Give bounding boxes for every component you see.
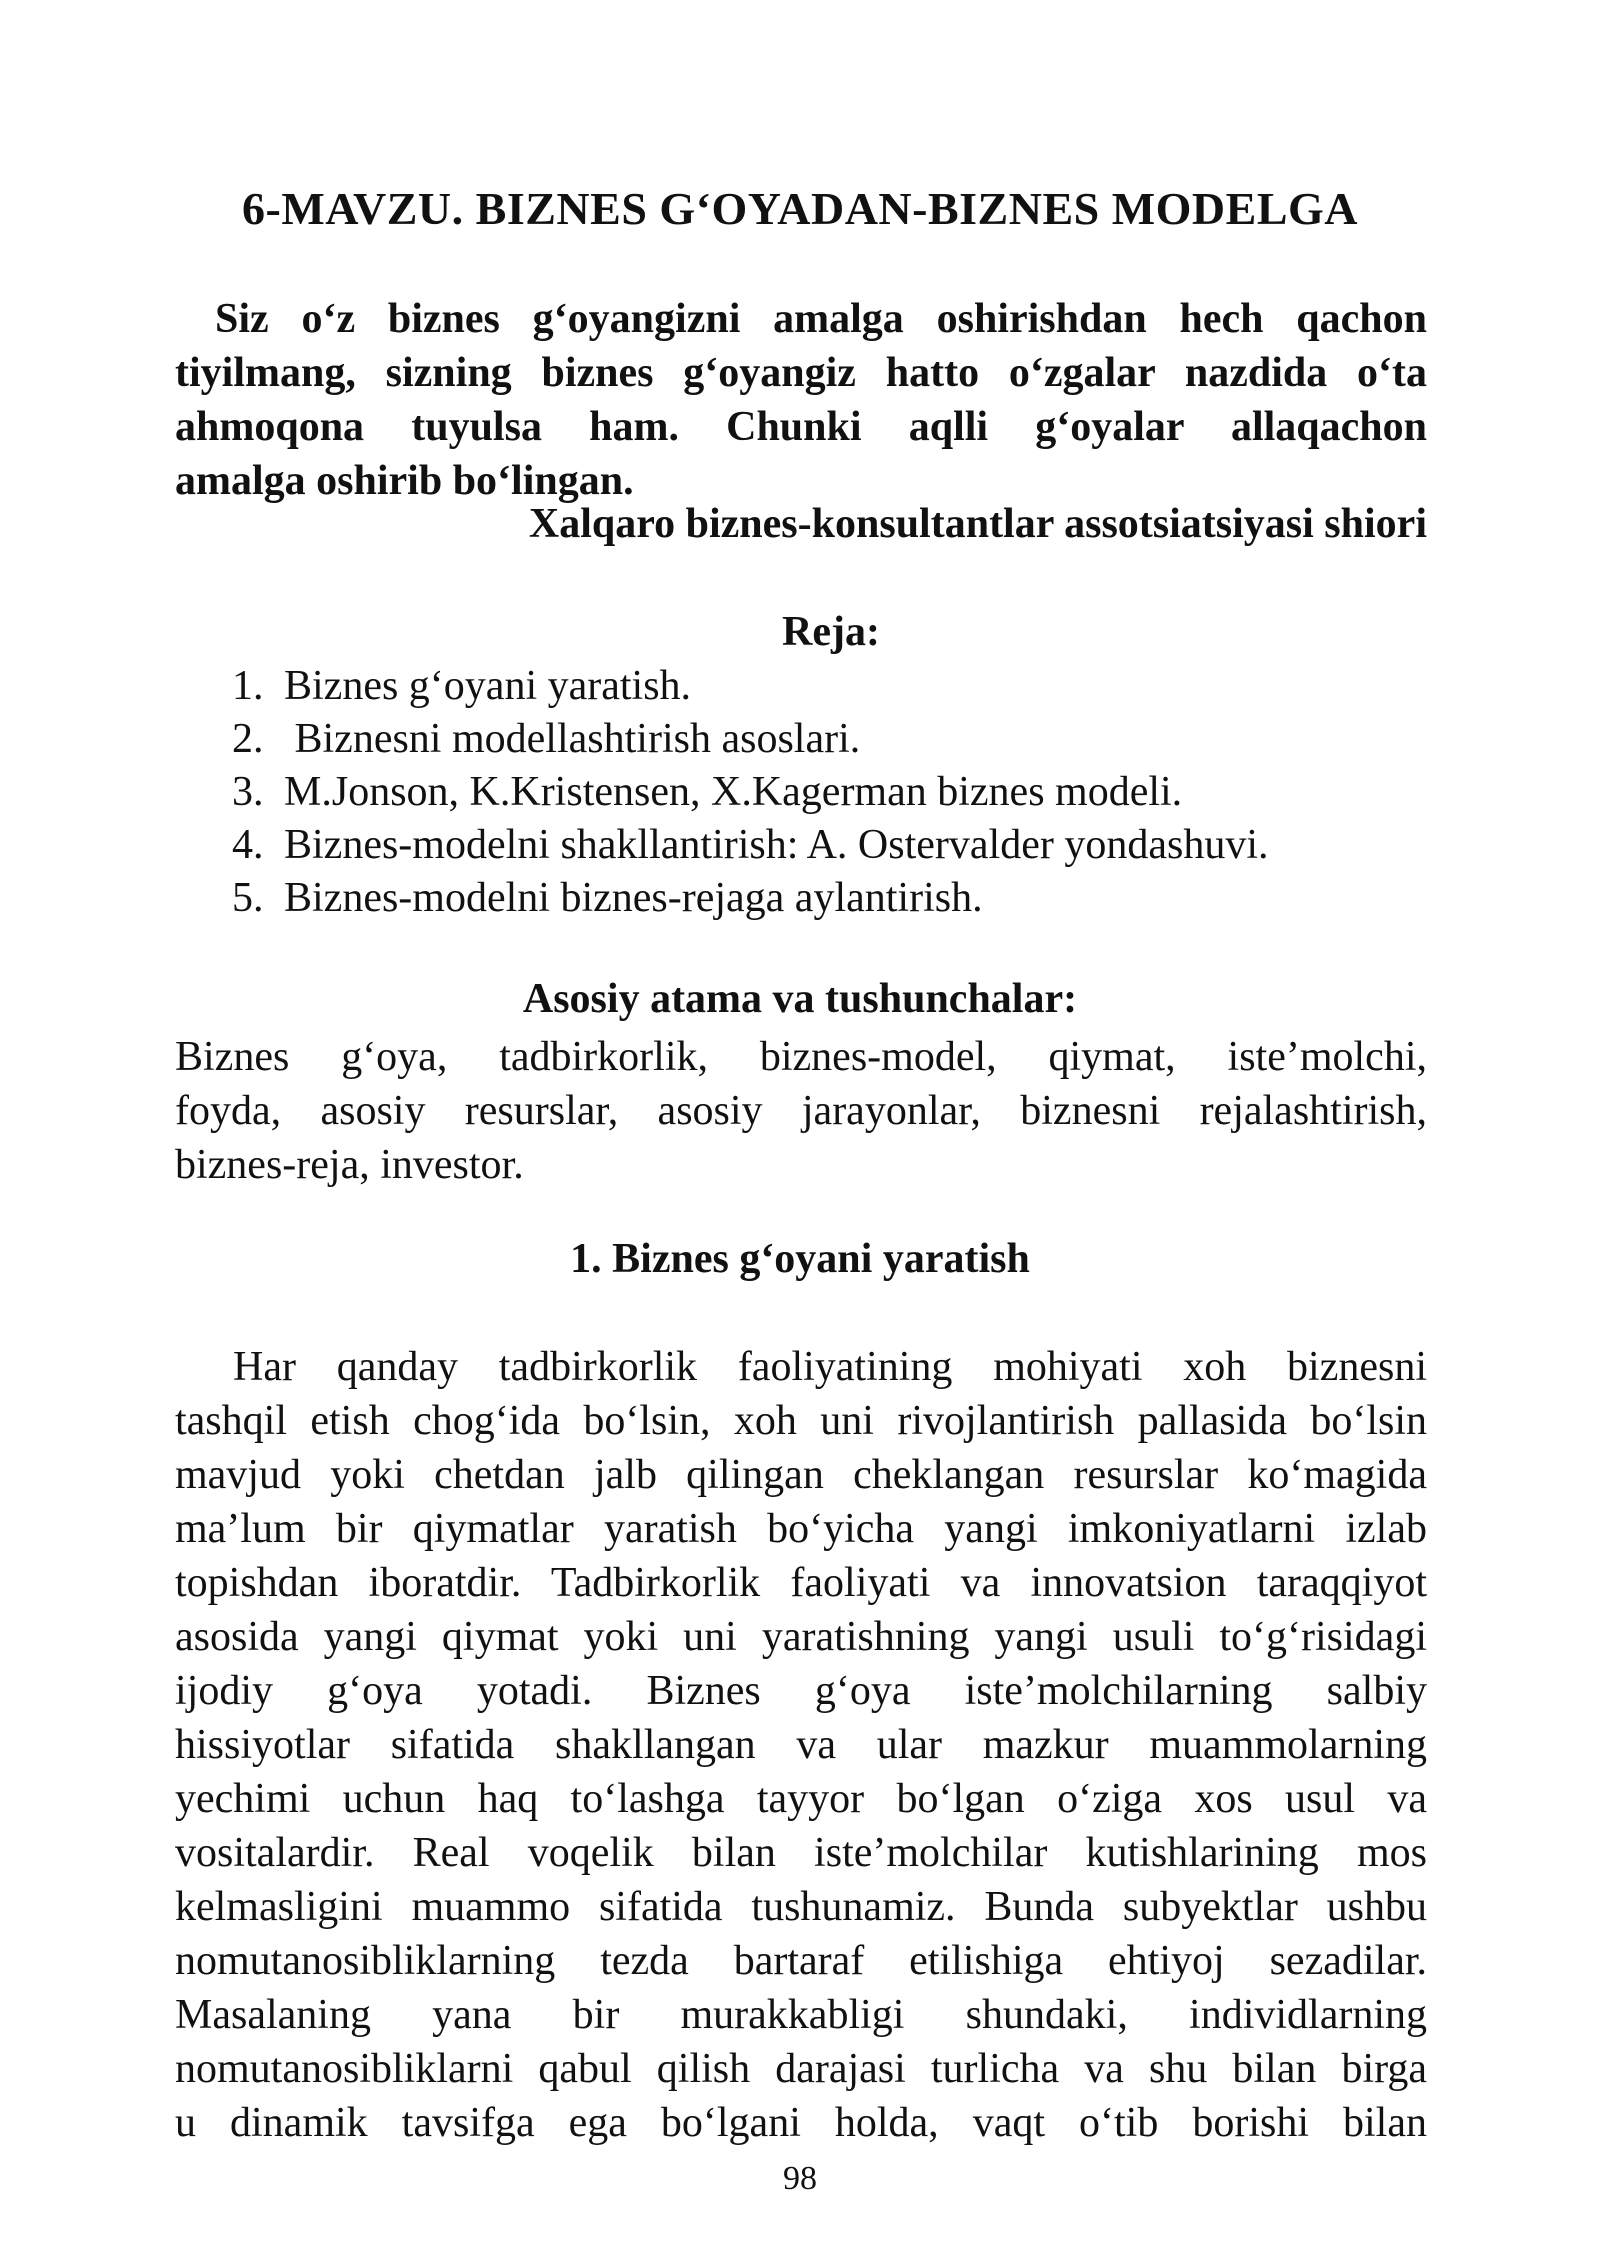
plan-item (232, 766, 1269, 819)
plan-item-number: 4. (232, 822, 264, 868)
terms-line: foyda, asosiy resurslar, asosiy jarayonlar, biznesni rejalashtirish, (175, 1088, 1427, 1134)
body-line: topishdan iboratdir. Tadbirkorlik faoliyati va innovatsion taraqqiyot (175, 1560, 1427, 1606)
plan-heading: Reja: (782, 609, 880, 655)
plan-item-text: Biznes g‘oyani yaratish. (284, 663, 692, 709)
body-line: hissiyotlar sifatida shakllangan va ular mazkur muammolarning (175, 1722, 1427, 1768)
epigraph-line: ahmoqona tuyulsa ham. Chunki aqlli g‘oyalar allaqachon (175, 404, 1427, 450)
body-line: kelmasligini muammo sifatida tushunamiz. Bunda subyektlar ushbu (175, 1884, 1427, 1930)
terms-line: Biznes g‘oya, tadbirkorlik, biznes-model, qiymat, iste’molchi, (175, 1034, 1427, 1080)
body-line: ma’lum bir qiymatlar yaratish bo‘yicha yangi imkoniyatlarni izlab (175, 1506, 1427, 1552)
body-line: asosida yangi qiymat yoki uni yaratishning yangi usuli to‘g‘risidagi (175, 1614, 1427, 1660)
plan-item-number: 2. (232, 716, 264, 762)
body-line: ijodiy g‘oya yotadi. Biznes g‘oya iste’molchilarning salbiy (175, 1668, 1427, 1714)
body-line: u dinamik tavsifga ega bo‘lgani holda, vaqt o‘tib borishi bilan (175, 2100, 1427, 2146)
plan-item-text: Biznes-modelni shakllantirish: A. Ostervalder yondashuvi. (284, 822, 1269, 868)
terms-heading: Asosiy atama va tushunchalar: (522, 976, 1078, 1022)
plan-item-number: 5. (232, 875, 264, 921)
epigraph-line: tiyilmang, sizning biznes g‘oyangiz hatto o‘zgalar nazdida o‘ta (175, 350, 1427, 396)
body-line: yechimi uchun haq to‘lashga tayyor bo‘lgan o‘ziga xos usul va (175, 1776, 1427, 1822)
body-line: tashqil etish chog‘ida bo‘lsin, xoh uni rivojlantirish pallasida bo‘lsin (175, 1398, 1427, 1444)
plan-item-text: Biznes-modelni biznes-rejaga aylantirish. (284, 875, 983, 921)
plan-item (232, 713, 1269, 766)
plan-item (232, 872, 1269, 925)
section-heading: 1. Biznes g‘oyani yaratish (570, 1236, 1030, 1282)
page-number: 98 (783, 2160, 817, 2197)
epigraph (175, 292, 1427, 508)
plan-item-text: Biznesni modellashtirish asoslari. (284, 716, 861, 762)
epigraph-line: Siz o‘z biznes g‘oyangizni amalga oshirishdan hech qachon (215, 296, 1427, 342)
plan-item (232, 819, 1269, 872)
epigraph-line: amalga oshirib bo‘lingan. (175, 458, 634, 504)
plan-list (232, 660, 1269, 925)
body-line: nomutanosibliklarning tezda bartaraf etilishiga ehtiyoj sezadilar. (175, 1938, 1427, 1984)
terms-paragraph (175, 1030, 1427, 1192)
body-line: vositalardir. Real voqelik bilan iste’molchilar kutishlarining mos (175, 1830, 1427, 1876)
body-line: Masalaning yana bir murakkabligi shundaki, individlarning (175, 1992, 1427, 2038)
body-line: Har qanday tadbirkorlik faoliyatining mohiyati xoh biznesni (233, 1344, 1427, 1390)
body-line: mavjud yoki chetdan jalb qilingan cheklangan resurslar ko‘magida (175, 1452, 1427, 1498)
epigraph-attribution: Xalqaro biznes-konsultantlar assotsiatsiyasi shiori (528, 501, 1427, 547)
body-line: nomutanosibliklarni qabul qilish darajasi turlicha va shu bilan birga (175, 2046, 1427, 2092)
plan-item (232, 660, 1269, 713)
terms-line: biznes-reja, investor. (175, 1142, 524, 1188)
plan-item-number: 3. (232, 769, 264, 815)
body-paragraph (175, 1340, 1427, 2150)
plan-item-number: 1. (232, 663, 264, 709)
plan-item-text: M.Jonson, K.Kristensen, X.Kagerman biznes modeli. (284, 769, 1183, 815)
chapter-title: 6-MAVZU. BIZNES G‘OYADAN-BIZNES MODELGA (242, 183, 1358, 234)
